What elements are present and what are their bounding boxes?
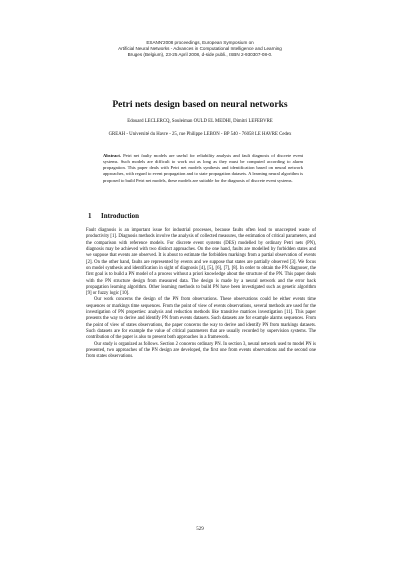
authors: Edouard LECLERCQ, Souleiman OULD EL MEDHI, Dimitri LEFEBVRE xyxy=(127,119,273,124)
paragraph: Our study is organized as follows. Section 2 concerns ordinary PN. In section 3, neural network used to model PN is presented, two approaches of the PN design are developed, the first one from events observations and the second one from states observations. xyxy=(86,341,316,360)
paragraph: Our work concerns the design of the PN from observations. These observations could be either events time sequences or markings time sequences. From the point of view of events observations, several methods are used for the investigation of PN properties: analysis and reduction methods like transitive matrices investigation [11]. This paper presents the way to derive and identify PN from events datasets. Such datasets are for example alarms sequences. From the point of view of states observations, the paper concerns the way to derive and identify PN from markings datasets. Such datasets are for example the value of critical parameters that are usually recorded by supervision systems. The contribution of the paper is also to present both approaches in a framework. xyxy=(86,297,316,341)
page-number: 529 xyxy=(196,527,204,532)
section-body xyxy=(86,228,316,361)
header-line-3: Bruges (Belgium), 23-25 April 2008, d-side publi., ISBN 2-930307-08-0. xyxy=(127,52,273,57)
abstract-text: Petri net faulty models are useful for reliability analysis and fault diagnosis of discrete event systems. Such models are difficult to work out as long as they must be computed according to alarm propagation. This paper deals with Petri net models synthesis and identification based on neural network approaches, with regard to event propagation and to state propagation datasets. A learning neural algorithm is proposed to build Petri net models, these models are suitable for the diagnosis of discrete event systems. xyxy=(103,153,303,183)
affiliation: GREAH - Université du Havre - 25, rue Philippe LEBON - BP 540 - 76058 LE HAVRE Cedex xyxy=(108,132,292,137)
proceedings-header xyxy=(60,40,340,58)
abstract-label: Abstract. xyxy=(103,153,122,158)
header-line-2: Artificial Neural Networks - Advances in Computational Intelligence and Learning xyxy=(118,46,282,51)
paragraph: Fault diagnosis is an important issue for industrial processes, because faults often lead to unaccepted waste of productivity [1]. Diagnosis methods involve the analysis of collected measures, the estimation of critical parameters, and the comparison with reference models. For discrete event systems (DES) modelled by ordinary Petri nets (PN), diagnosis may be achieved with two distinct approaches. On the one hand, faults are modelled by forbidden states and we suppose that events are observed. It is about to estimate the forbidden markings from a partial observation of events [2]. On the other hand, faults are represented by events and we suppose that states are partially observed [3]. We focus on model synthesis and identification in sight of diagnosis [4], [5], [6], [7], [8]. In order to obtain the PN diagnoser, the first goal is to build a PN model of a process without a priori knowledge about the structure of the PN. This paper deals with the PN structure design from measured data. The design is made by a neural network and the error back propagation learning algorithm. Other learning methods to build PN have been investigated such as genetic algorithm [9] or fuzzy logic [10]. xyxy=(86,228,316,297)
section-heading xyxy=(88,212,139,220)
paper-title: Petri nets design based on neural networks xyxy=(112,99,288,110)
abstract xyxy=(103,153,303,184)
section-title: Introduction xyxy=(101,212,139,220)
header-line-1: ESANN'2008 proceedings, European Symposium on xyxy=(146,40,254,45)
section-number: 1 xyxy=(88,212,92,220)
